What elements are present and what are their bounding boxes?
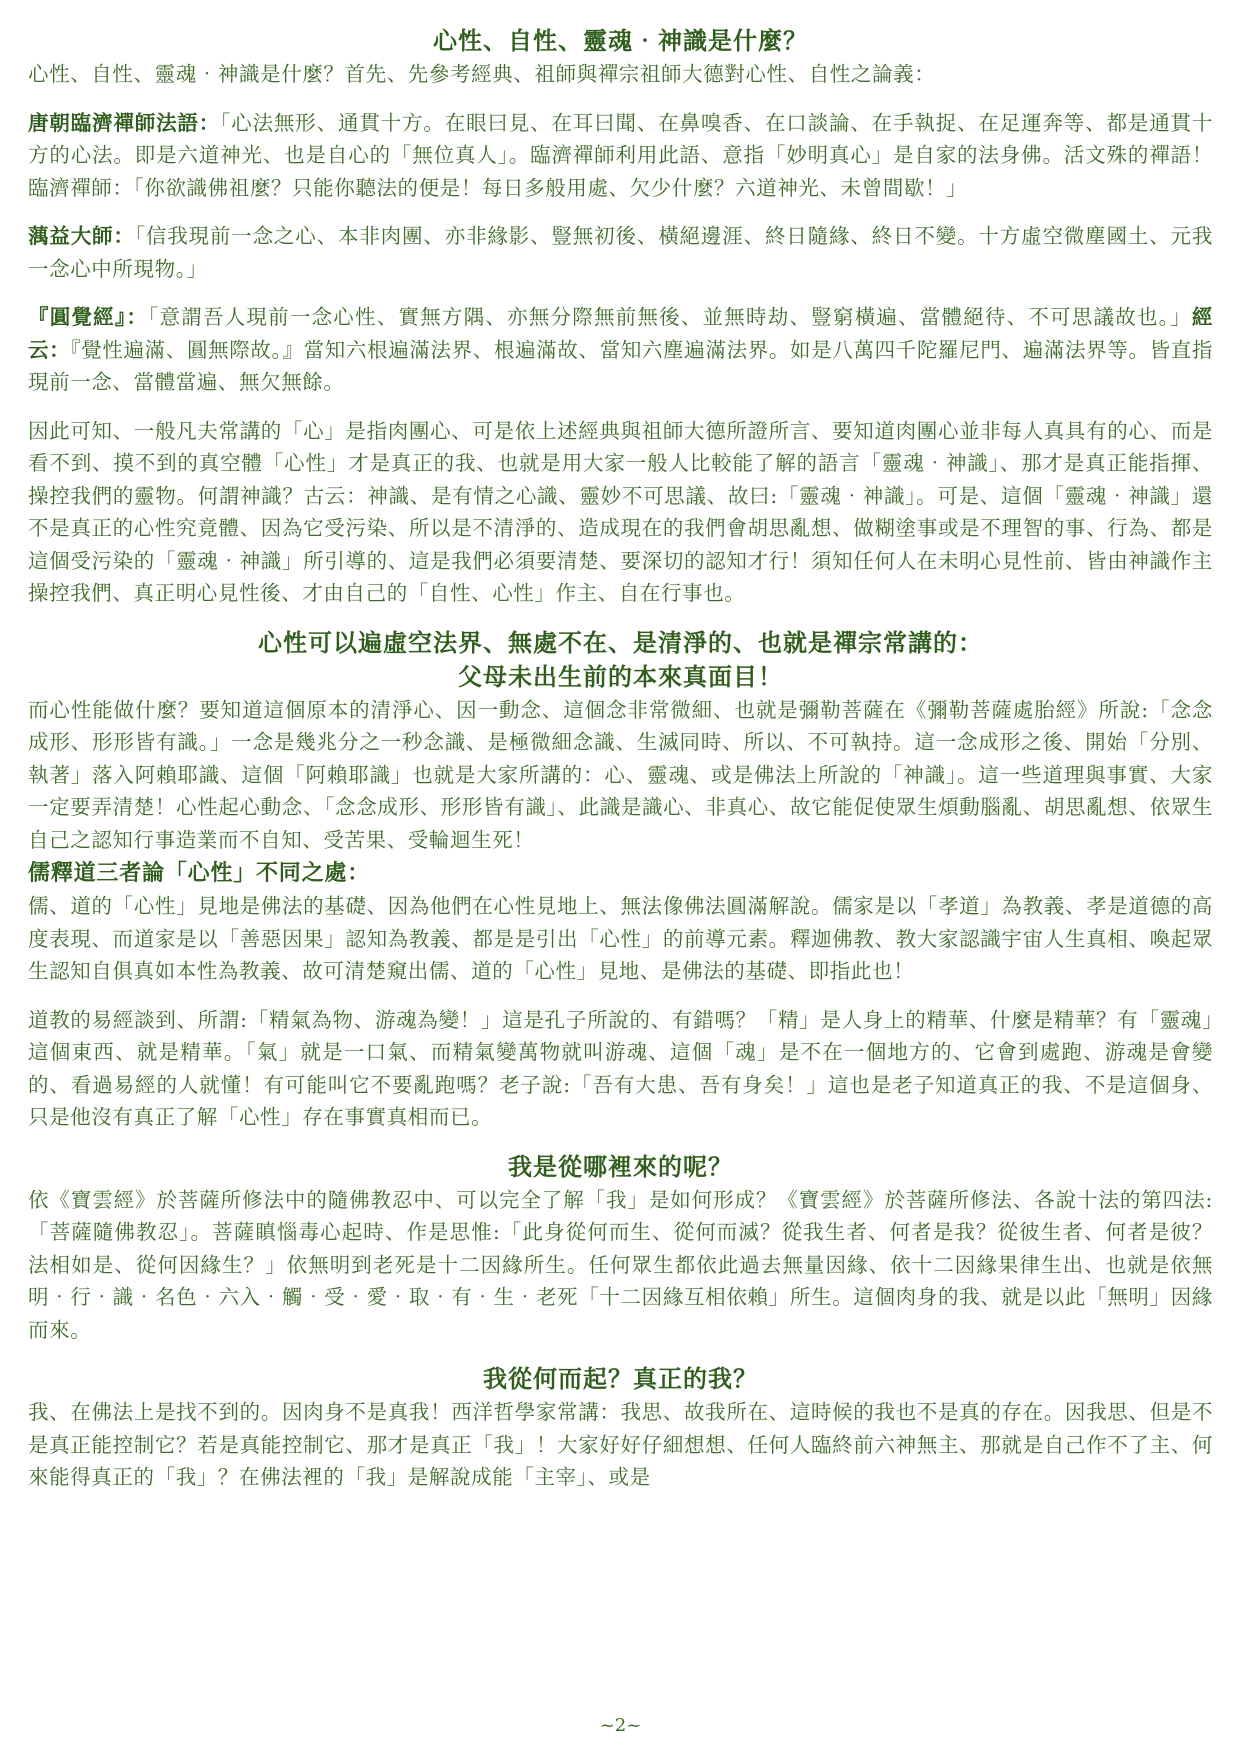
three-teachings-paragraph: 儒、道的「心性」見地是佛法的基礎、因為他們在心性見地上、無法像佛法圓滿解說。儒家是以「孝道」為教義、孝是道德的高度表現、而道家是以「善惡因果」認知為教義、都是是引出「心性」的前導元素。釋迦佛教、教大家認識宇宙人生真相、喚起眾生認知自俱真如本性為教義、故可清楚窺出儒、道的「心性」見地、是佛法的基礎、即指此也！ (28, 894, 1213, 983)
linji-paragraph (28, 107, 1213, 205)
ouyi-paragraph (28, 220, 1213, 285)
ouyi-text: 「信我現前一念之心、本非肉團、亦非緣影、豎無初後、橫絕邊涯、終日隨緣、終日不變。十方虛空微塵國土、元我一念心中所現物。」 (28, 224, 1213, 281)
three-teachings-heading: 儒釋道三者論「心性」不同之處： (28, 860, 371, 886)
taoism-paragraph: 道教的易經談到、所謂:「精氣為物、游魂為變！」這是孔子所說的、有錯嗎？「精」是人身上的精華、什麼是精華？有「靈魂」這個東西、就是精華。「氣」就是一口氣、而精氣變萬物就叫游魂、這個「魂」是不在一個地方的、它會到處跑、游魂是會變的、看過易經的人就懂！有可能叫它不要亂跑嗎？老子說:「吾有大患、吾有身矣！」這也是老子知道真正的我、不是這個身、只是他沒有真正了解「心性」存在事實真相而已。 (28, 1007, 1213, 1129)
yuanjue-text1: 「意謂吾人現前一念心性、實無方隅、亦無分際無前無後、並無時劫、豎窮橫遍、當體絕待、不可思議故也。」 (148, 305, 1192, 329)
section-heading-mind-line2: 父母未出生前的本來真面目！ (458, 661, 783, 691)
linji-lead: 唐朝臨濟禪師法語： (28, 110, 221, 135)
page-number: ~2~ (599, 1715, 642, 1736)
yuanjue-text2: 『覺性遍滿、圓無際故。』當知六根遍滿法界、根遍滿故、當知六塵遍滿法界。如是八萬四千陀羅尼門、遍滿法界等。皆直指現前一念、當體當遍、無欠無餘。 (28, 337, 1214, 394)
section-heading-origin: 我是從哪裡來的呢？ (508, 1151, 733, 1181)
true-self-paragraph: 我、在佛法上是找不到的。因肉身不是真我！西洋哲學家常講：我思、故我所在、這時候的我也不是真的存在。因我思、但是不是真正能控制它？若是真能控制它、那才是真正「我」！大家好好仔細想想、任何人臨終前六神無主、那就是自己作不了主、何來能得真正的「我」？在佛法裡的「我」是解說成能「主宰」、或是 (28, 1400, 1213, 1489)
linji-text: 「心法無形、通貫十方。在眼曰見、在耳曰聞、在鼻嗅香、在口談論、在手執捉、在足運奔等、都是通貫十方的心法。即是六道神光、也是自心的「無位真人」。臨濟禪師利用此語、意指「妙明真心」是自家的法身佛。活文殊的禪語！臨濟禪師：「你欲識佛祖麼？只能你聽法的便是！每日多般用處、欠少什麼？六道神光、未曾間歇！」 (28, 110, 1213, 200)
origin-paragraph: 依《寶雲經》於菩薩所修法中的隨佛教忍中、可以完全了解「我」是如何形成？《寶雲經》於菩薩所修法、各說十法的第四法:「菩薩隨佛教忍」。菩薩瞋惱毒心起時、作是思惟:「此身從何而生、從何而滅？從我生者、何者是我？從彼生者、何者是彼？ 法相如是、從何因緣生？」依無明到老死是十二因緣所生。任何眾生都依此過去無量因緣、依十二因緣果律生出、也就是依無明‧行‧識‧名色‧六入‧觸‧受‧愛‧取‧有‧生‧老死「十二因緣互相依賴」所生。這個肉身的我、就是以此「無明」因緣而來。 (28, 1187, 1213, 1342)
section-heading-true-self: 我從何而起？真正的我？ (483, 1364, 758, 1393)
section-heading-mind-line1: 心性可以遍虛空法界、無處不在、是清淨的、也就是禪宗常講的： (258, 627, 983, 657)
mind-paragraph: 而心性能做什麼？要知道這個原本的清淨心、因一動念、這個念非常微細、也就是彌勒菩薩在《彌勒菩薩處胎經》所說:「念念成形、形形皆有識。」一念是幾兆分之一秒念識、是極微細念識、生滅同時、所以、不可執持。這一念成形之後、開始「分別、執著」落入阿賴耶識、這個「阿賴耶識」也就是大家所講的：心、靈魂、或是佛法上所說的「神識」。這一些道理與事實、大家一定要弄清楚！心性起心動念、「念念成形、形形皆有識」、此識是識心、非真心、故它能促使眾生煩動腦亂、胡思亂想、依眾生自己之認知行事造業而不自知、受苦果、受輪迴生死！ (28, 697, 1213, 852)
page-title: 心性、自性、靈魂‧神識是什麼？ (433, 26, 808, 55)
soul-paragraph: 因此可知、一般凡夫常講的「心」是指肉團心、可是依上述經典與祖師大德所證所言、要知道肉團心並非每人真具有的心、而是看不到、摸不到的真空體「心性」才是真正的我、也就是用大家一般人比較能了解的語言「靈魂‧神識」、那才是真正能指揮、操控我們的靈物。何謂神識？古云：神識、是有情之心識、靈妙不可思議、故曰:「靈魂‧神識」。可是、這個「靈魂‧神識」還不是真正的心性究竟體、因為它受污染、所以是不清淨的、造成現在的我們會胡思亂想、做糊塗事或是不理智的事、行為、都是這個受污染的「靈魂‧神識」所引導的、這是我們必須要清楚、要深切的認知才行！須知任何人在未明心見性前、皆由神識作主操控我們、真正明心見性後、才由自己的「自性、心性」作主、自在行事也。 (28, 418, 1213, 605)
yuanjue-lead: 『圓覺經』： (28, 305, 149, 329)
intro-paragraph: 心性、自性、靈魂‧神識是什麼？首先、先參考經典、祖師與禪宗祖師大德對心性、自性之論義： (28, 62, 936, 86)
ouyi-lead: 蕅益大師： (28, 224, 135, 248)
yuanjue-paragraph (28, 301, 1213, 399)
yuanjue-lead2: 經云： (28, 305, 1213, 362)
